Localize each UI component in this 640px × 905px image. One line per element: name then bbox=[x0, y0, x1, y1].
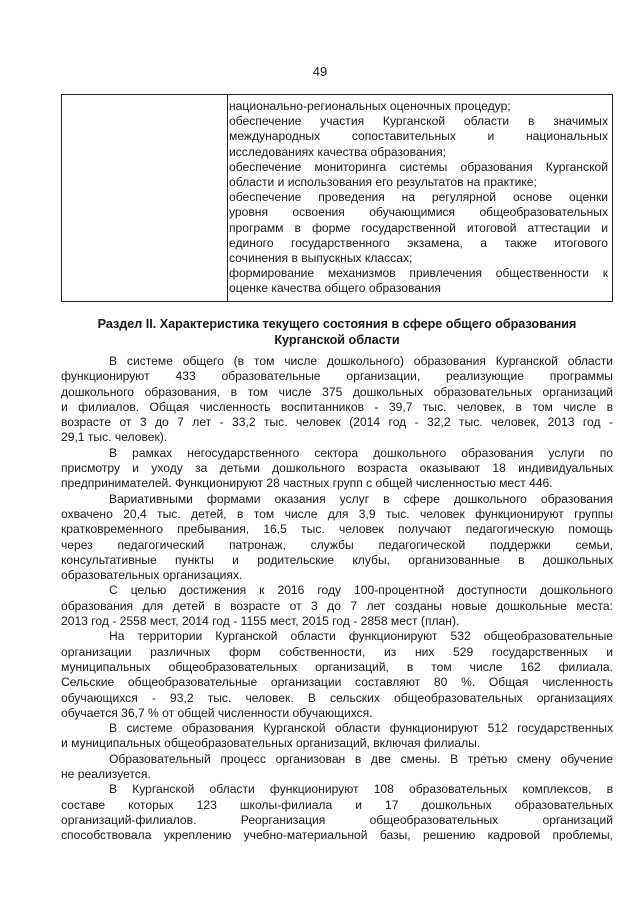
body-text bbox=[61, 354, 613, 844]
paragraph bbox=[61, 629, 613, 721]
paragraph-line: и филиалов. Общая численность воспитанников - 39,7 тыс. человек, в том числе в bbox=[61, 399, 613, 414]
paragraph-line: через педагогический патронаж, службы педагогической поддержки семьи, bbox=[61, 537, 613, 552]
paragraph-line: консультативные пункты и родительские клубы, организованные в дошкольных bbox=[61, 552, 613, 567]
paragraph-line: Вариативными формами оказания услуг в сфере дошкольного образования bbox=[109, 491, 613, 506]
paragraph-line: образования для детей в возрасте от 3 до 7 лет созданы новые дошкольные места: bbox=[61, 598, 613, 613]
section-heading bbox=[61, 316, 613, 348]
measures-table bbox=[61, 94, 613, 302]
paragraph bbox=[61, 721, 613, 752]
page-number: 49 bbox=[312, 64, 328, 79]
paragraph bbox=[61, 492, 613, 584]
paragraph bbox=[61, 446, 613, 492]
paragraph-line: обучающихся - 93,2 тыс. человек. В сельских общеобразовательных организациях bbox=[61, 690, 613, 705]
section-heading-line: Раздел II. Характеристика текущего состояния в сфере общего образования bbox=[97, 317, 577, 331]
paragraph-line: Сельские общеобразовательные организации составляют 80 %. Общая численность bbox=[61, 675, 613, 690]
paragraph-line: 29,1 тыс. человек). bbox=[61, 430, 168, 445]
paragraph-line: и муниципальных общеобразовательных организаций, включая филиалы. bbox=[61, 736, 481, 751]
paragraph-line: составе которых 123 школы-филиала и 17 дошкольных образовательных bbox=[61, 797, 613, 812]
table-text-line: единого государственного экзамена, а также итогового bbox=[229, 235, 608, 250]
table-text-line: уровня освоения обучающимися общеобразовательных bbox=[229, 205, 608, 220]
paragraph-line: обучается 36,7 % от общей численности обучающихся. bbox=[61, 705, 373, 720]
paragraph-line: 2013 год - 2558 мест, 2014 год - 1155 мест, 2015 год - 2858 мест (план). bbox=[61, 614, 460, 629]
paragraph-line: способствовала укреплению учебно-материальной базы, решению кадровой проблемы, bbox=[61, 828, 613, 843]
paragraph-line: образовательных организациях. bbox=[61, 568, 243, 583]
table-text-line: формирование механизмов привлечения общественности к bbox=[229, 266, 608, 281]
paragraph-line: предпринимателей. Функционируют 28 частных групп с общей численностью мест 446. bbox=[61, 476, 553, 491]
paragraph bbox=[61, 782, 613, 843]
paragraph bbox=[61, 752, 613, 783]
paragraph-line: С целью достижения к 2016 году 100-процентной доступности дошкольного bbox=[109, 583, 613, 598]
paragraph-line: не реализуется. bbox=[61, 767, 151, 782]
table-text-line: обеспечение мониторинга системы образования Курганской bbox=[229, 159, 608, 174]
table-empty-cell bbox=[62, 95, 228, 301]
paragraph-line: организаций-филиалов. Реорганизация общеобразовательных организаций bbox=[61, 812, 613, 827]
paragraph-line: муниципальных общеобразовательных организаций, в том числе 162 филиала. bbox=[61, 659, 613, 674]
paragraph-line: охвачено 20,4 тыс. детей, в том числе для 3,9 тыс. человек функционируют группы bbox=[61, 506, 613, 521]
paragraph-line: организации различных форм собственности, из них 529 государственных и bbox=[61, 644, 613, 659]
table-text-line: обеспечение участия Курганской области в значимых bbox=[229, 114, 608, 129]
paragraph-line: В системе образования Курганской области функционируют 512 государственных bbox=[109, 721, 613, 736]
table-text-line: обеспечение проведения на регулярной основе оценки bbox=[229, 190, 608, 205]
paragraph bbox=[61, 354, 613, 446]
table-text-line: области и использования его результатов на практике; bbox=[229, 175, 537, 190]
section-heading-line: Курганской области bbox=[274, 333, 400, 347]
table-text-line: международных сопоставительных и национальных bbox=[229, 129, 608, 144]
table-text-line: сочинения в выпускных классах; bbox=[229, 251, 413, 266]
paragraph-line: В рамках негосударственного сектора дошкольного образования услуги по bbox=[109, 445, 613, 460]
paragraph-line: дошкольного образования, в том числе 375 дошкольных образовательных организаций bbox=[61, 384, 613, 399]
paragraph-line: Образовательный процесс организован в две смены. В третью смену обучение bbox=[109, 751, 613, 766]
paragraph-line: В Курганской области функционируют 108 образовательных комплексов, в bbox=[109, 782, 613, 797]
paragraph-line: присмотру и уходу за детьми дошкольного возраста оказывают 18 индивидуальных bbox=[61, 461, 613, 476]
table-text-line: национально-региональных оценочных процедур; bbox=[229, 99, 511, 113]
paragraph-line: функционируют 433 образовательные организации, реализующие программы bbox=[61, 369, 613, 384]
paragraph-line: кратковременного пребывания, 16,5 тыс. человек получают педагогическую помощь bbox=[61, 522, 613, 537]
paragraph-line: возрасте от 3 до 7 лет - 33,2 тыс. человек (2014 год - 32,2 тыс. человек, 2013 год - bbox=[61, 415, 613, 430]
table-text-line: оценке качества общего образования bbox=[229, 281, 441, 296]
table-text-line: программ в форме государственной итоговой аттестации и bbox=[229, 220, 608, 235]
paragraph-line: В системе общего (в том числе дошкольного) образования Курганской области bbox=[109, 354, 613, 368]
paragraph-line: На территории Курганской области функционируют 532 общеобразовательные bbox=[109, 629, 613, 644]
table-text-cell bbox=[229, 95, 608, 297]
table-text-line: исследованиях качества образования; bbox=[229, 144, 447, 159]
paragraph bbox=[61, 583, 613, 629]
